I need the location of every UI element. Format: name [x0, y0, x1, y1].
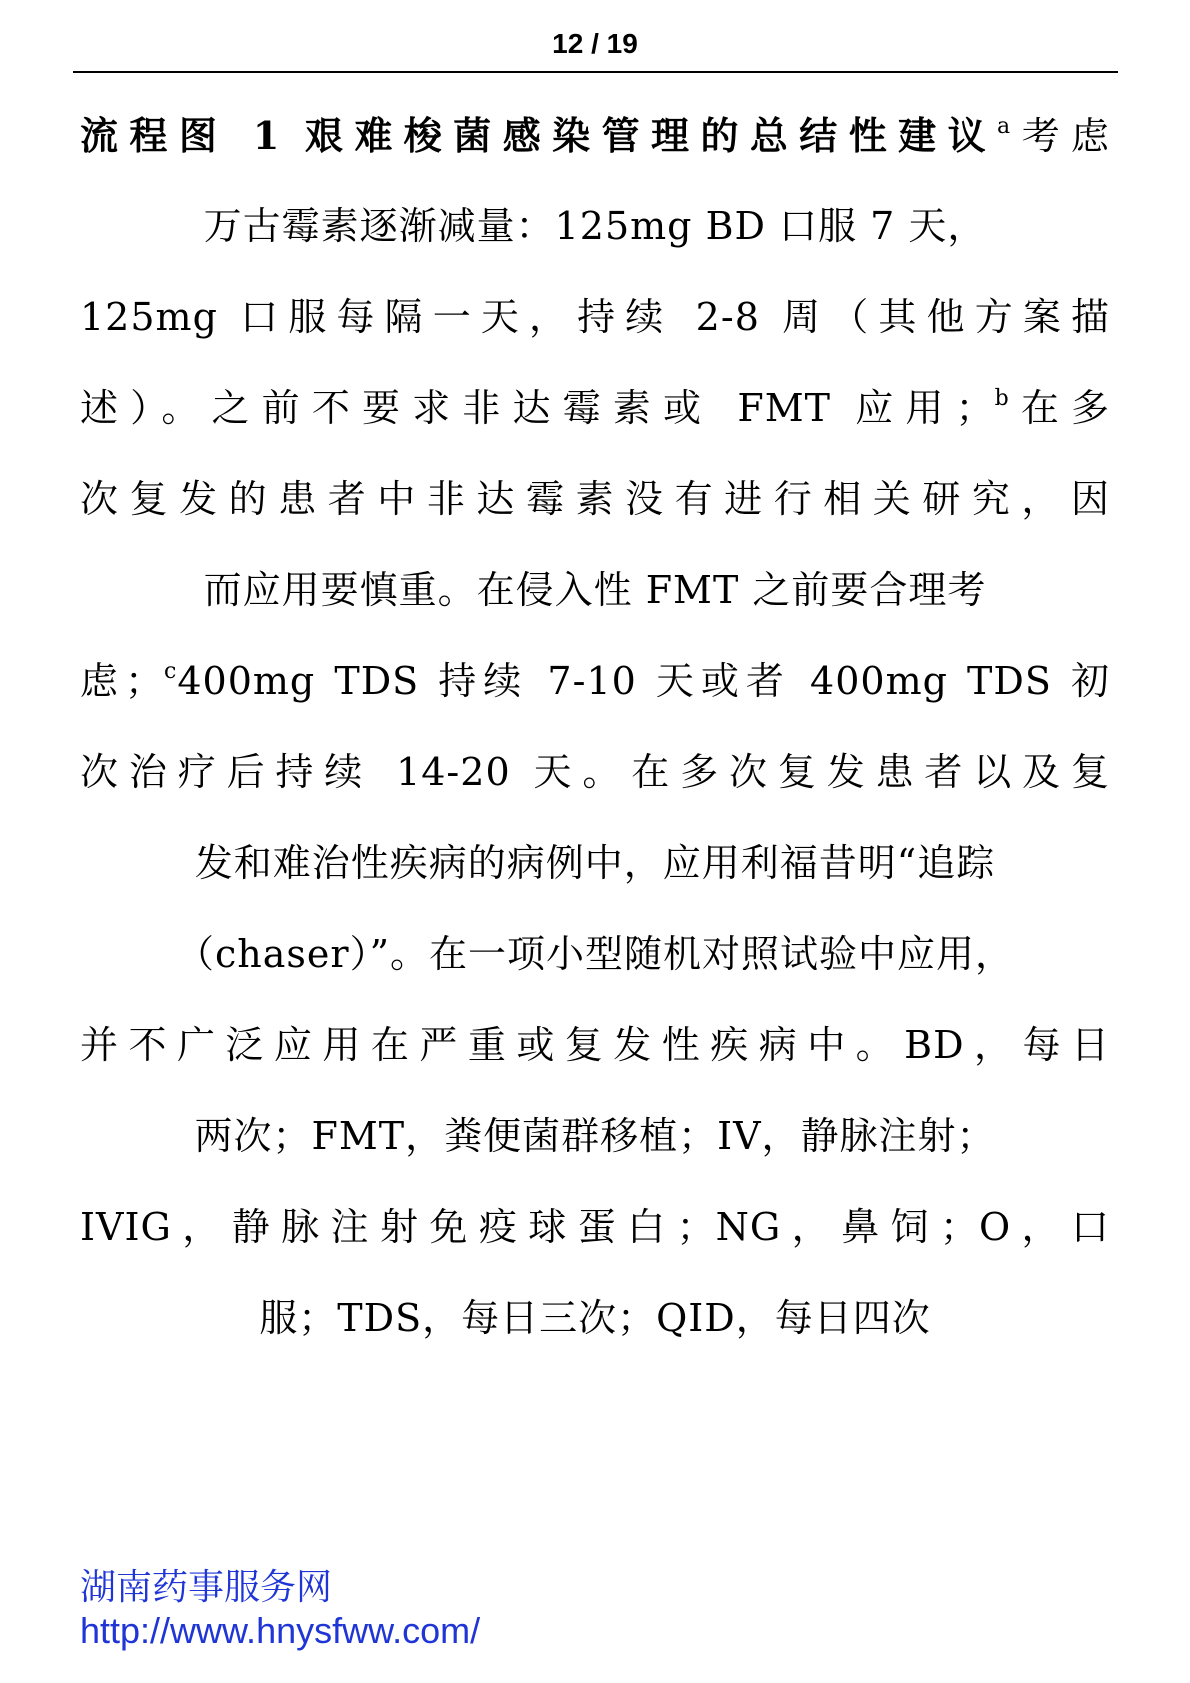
text-fragment: 400mg TDS 持续 7-10 天或者 400mg TDS 初	[177, 659, 1110, 703]
footnote-marker-b: b	[994, 386, 1010, 411]
text-line-8: 次治疗后持续 14-20 天。在多次复发患者以及复	[80, 750, 1110, 794]
text-line-13: IVIG，静脉注射免疫球蛋白；NG，鼻饲；O，口	[80, 1205, 1110, 1249]
text-line-10: （chaser）”。在一项小型随机对照试验中应用，	[176, 932, 1014, 976]
site-footer	[80, 1565, 480, 1653]
site-url-link[interactable]: http://www.hnysfww.com/	[80, 1610, 481, 1651]
text-line-12: 两次；FMT，粪便菌群移植；IV，静脉注射；	[194, 1114, 996, 1158]
text-line-9: 发和难治性疾病的病例中，应用利福昔明“追踪	[194, 841, 996, 885]
text-fragment: 在多	[1009, 386, 1110, 430]
text-fragment: 虑；	[80, 659, 165, 703]
text-line-4	[80, 363, 1110, 454]
page-number: 12 / 19	[552, 28, 638, 59]
text-fragment: 述）。之前不要求非达霉素或 FMT 应用；	[80, 386, 995, 430]
text-fragment: 考虑	[1011, 114, 1110, 158]
text-line-5: 次复发的患者中非达霉素没有进行相关研究，因	[80, 477, 1110, 521]
text-line-7	[80, 636, 1110, 727]
text-line-2: 万古霉素逐渐减量：125mg BD 口服 7 天，	[203, 204, 987, 248]
document-body	[80, 90, 1110, 1364]
figure-title: 流程图 1 艰难梭菌感染管理的总结性建议	[80, 113, 998, 158]
footnote-marker-c: c	[164, 659, 178, 684]
text-line-11: 并不广泛应用在严重或复发性疾病中。BD，每日	[80, 1023, 1110, 1067]
text-line-14: 服；TDS，每日三次；QID，每日四次	[259, 1296, 931, 1340]
header-divider	[73, 71, 1118, 73]
footnote-marker-a: a	[997, 114, 1012, 139]
text-line-3: 125mg 口服每隔一天，持续 2-8 周（其他方案描	[80, 295, 1110, 339]
text-line-1	[80, 90, 1110, 181]
text-line-6: 而应用要慎重。在侵入性 FMT 之前要合理考	[203, 568, 987, 612]
site-name-link[interactable]: 湖南药事服务网	[80, 1566, 333, 1607]
